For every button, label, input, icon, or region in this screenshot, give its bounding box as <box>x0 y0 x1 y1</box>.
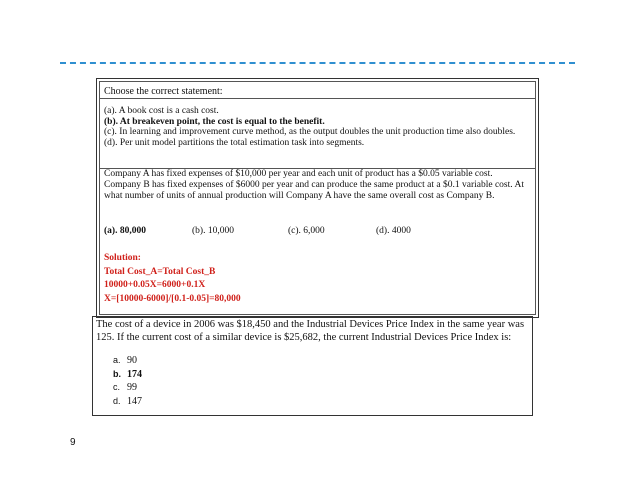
question-1-options <box>104 106 524 148</box>
option-a: (a). A book cost is a cash cost. <box>104 106 219 116</box>
q3-option-c: c. 99 <box>113 382 137 393</box>
q3-option-b: b. 174 <box>113 368 142 380</box>
q3-option-d: d. 147 <box>113 395 142 407</box>
solution-line-3: X=[10000-6000]/[0.1-0.05]=80,000 <box>104 293 241 304</box>
q2-option-b: (b). 10,000 <box>192 226 234 236</box>
question-2-text: Company A has fixed expenses of $10,000 per year and each unit of product has a $0.05 variable cost. Company B has fixed expenses of $6000 per year and can produce the same product at a $0.1 variable cost. At what number of units of annual production will Company A have the same overall cost as Company B. <box>104 169 524 201</box>
question-3-box <box>92 316 533 416</box>
header-dashed-divider <box>60 62 575 64</box>
solution-block <box>104 252 241 306</box>
option-c: (c). In learning and improvement curve method, as the output doubles the unit production time also doubles. <box>104 127 516 138</box>
question-box <box>96 78 539 318</box>
page-number: 9 <box>70 437 76 448</box>
question-2-options <box>104 226 524 236</box>
option-b: (b). At breakeven point, the cost is equal to the benefit. <box>104 116 325 127</box>
solution-line-1: Total Cost_A=Total Cost_B <box>104 266 216 277</box>
solution-line-2: 10000+0.05X=6000+0.1X <box>104 280 206 291</box>
question-3-text: The cost of a device in 2006 was $18,450 and the Industrial Devices Price Index in the same year was 125. If the current cost of a similar device is $25,682, the current Industrial Devices Price Index is: <box>96 319 525 343</box>
title-divider <box>100 98 535 99</box>
question-3-options <box>113 354 142 408</box>
question-1-title: Choose the correct statement: <box>104 86 223 97</box>
solution-label: Solution: <box>104 253 141 263</box>
question-inner-frame <box>99 81 536 315</box>
q2-option-c: (c). 6,000 <box>288 226 325 236</box>
q3-option-a: a. 90 <box>113 355 137 366</box>
q2-option-a: (a). 80,000 <box>104 226 146 236</box>
q2-option-d: (d). 4000 <box>376 226 411 236</box>
option-d: (d). Per unit model partitions the total estimation task into segments. <box>104 137 365 148</box>
